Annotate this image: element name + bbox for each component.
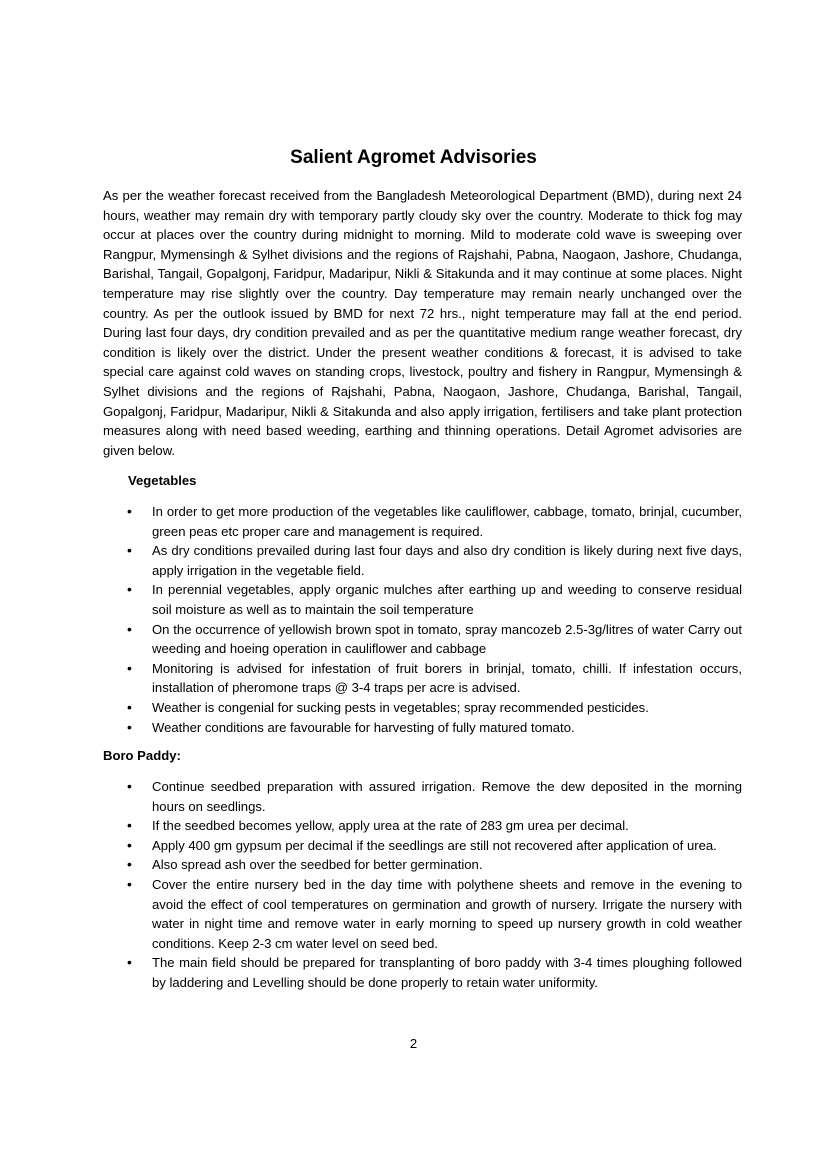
list-item-text: Monitoring is advised for infestation of fruit borers in brinjal, tomato, chilli. If infestation occurs, installation of pheromone traps @ 3-4 traps per acre is advised. [152,660,742,696]
list-item [103,718,742,738]
list-item [103,659,742,698]
list-item-text: As dry conditions prevailed during last four days and also dry condition is likely during next five days, apply irrigation in the vegetable field. [152,543,742,578]
list-item [103,816,742,836]
list-item-text: Apply 400 gm gypsum per decimal if the seedlings are still not recovered after application of urea. [152,837,717,853]
list-item-text: If the seedbed becomes yellow, apply urea at the rate of 283 gm urea per decimal. [152,818,629,834]
bullet-icon: • [127,954,132,971]
list-item [103,875,742,953]
list-item [103,620,742,659]
list-item [103,698,742,718]
list-item-text: Cover the entire nursery bed in the day time with polythene sheets and remove in the evening to avoid the effect of cool temperatures on germination and growth of nursery. Irrigate the nursery with water in night time and remove water in early morning to speed up nursery growth in cold weather conditions. Keep 2-3 cm water level on seed bed. [152,876,742,951]
list-item-text: The main field should be prepared for transplanting of boro paddy with 3-4 times ploughing followed by laddering and Levelling should be done properly to retain water uniformity. [152,955,742,990]
list-item-text: Weather conditions are favourable for harvesting of fully matured tomato. [152,719,575,735]
bullet-icon: • [127,718,132,735]
bullet-icon: • [127,581,132,598]
bullet-icon: • [127,836,132,853]
list-item [103,953,742,992]
intro-paragraph: As per the weather forecast received from the Bangladesh Meteorological Department (BMD), during next 24 hours, weather may remain dry with temporary partly cloudy sky over the country. Moderate to thick fog may occur at places over the country during midnight to morning. Mild to moderate cold wave is sweeping over Rangpur, Mymensingh & Sylhet divisions and the regions of Rajshahi, Pabna, Naogaon, Jashore, Chudanga, Barishal, Tangail, Gopalgonj, Faridpur, Madaripur, Nikli & Sitakunda and it may continue at some places. Night temperature may rise slightly over the country. Day temperature may remain nearly unchanged over the country. As per the outlook issued by BMD for next 72 hrs., night temperature may fall at the end period. During last four days, dry condition prevailed and as per the quantitative medium range weather forecast, dry condition is likely over the district. Under the present weather conditions & forecast, it is advised to take special care against cold waves on standing crops, livestock, poultry and fishery in Rangpur, Mymensingh & Sylhet divisions and the regions of Rajshahi, Pabna, Naogaon, Jashore, Chudanga, Barishal, Tangail, Gopalgonj, Faridpur, Madaripur, Nikli & Sitakunda and also apply irrigation, fertilisers and take plant protection measures along with need based weeding, earthing and thinning operations. Detail Agromet advisories are given below. [103,188,742,458]
list-item [103,855,742,875]
list-item-text: Also spread ash over the seedbed for better germination. [152,857,483,873]
list-item [103,580,742,619]
list-item-text: On the occurrence of yellowish brown spot in tomato, spray mancozeb 2.5-3g/litres of water Carry out weeding and hoeing operation in cauliflower and cabbage [152,621,742,657]
page-number: 2 [409,1036,418,1051]
list-item [103,502,742,541]
bullet-icon: • [127,503,132,519]
bullet-icon: • [127,875,132,892]
list-item [103,836,742,856]
bullet-icon: • [127,620,132,637]
bullet-icon: • [127,698,132,715]
bullet-icon: • [127,778,132,794]
list-item-text: In perennial vegetables, apply organic mulches after earthing up and weeding to conserve residual soil moisture as well as to maintain the soil temperature [152,582,742,617]
list-item [103,777,742,816]
list-item [103,541,742,580]
vegetables-heading: Vegetables [128,473,197,488]
list-item-text: In order to get more production of the vegetables like cauliflower, cabbage, tomato, brinjal, cucumber, green peas etc proper care and management is required. [152,504,742,539]
bullet-icon: • [127,856,132,873]
bullet-icon: • [127,542,132,559]
boro-paddy-list [103,777,742,993]
boro-paddy-heading: Boro Paddy: [103,748,181,763]
list-item-text: Weather is congenial for sucking pests in vegetables; spray recommended pesticides. [152,699,649,715]
vegetables-list [103,502,742,737]
page-title: Salient Agromet Advisories [290,147,537,168]
bullet-icon: • [127,659,132,676]
list-item-text: Continue seedbed preparation with assured irrigation. Remove the dew deposited in the morning hours on seedlings. [152,779,742,814]
bullet-icon: • [127,817,132,834]
